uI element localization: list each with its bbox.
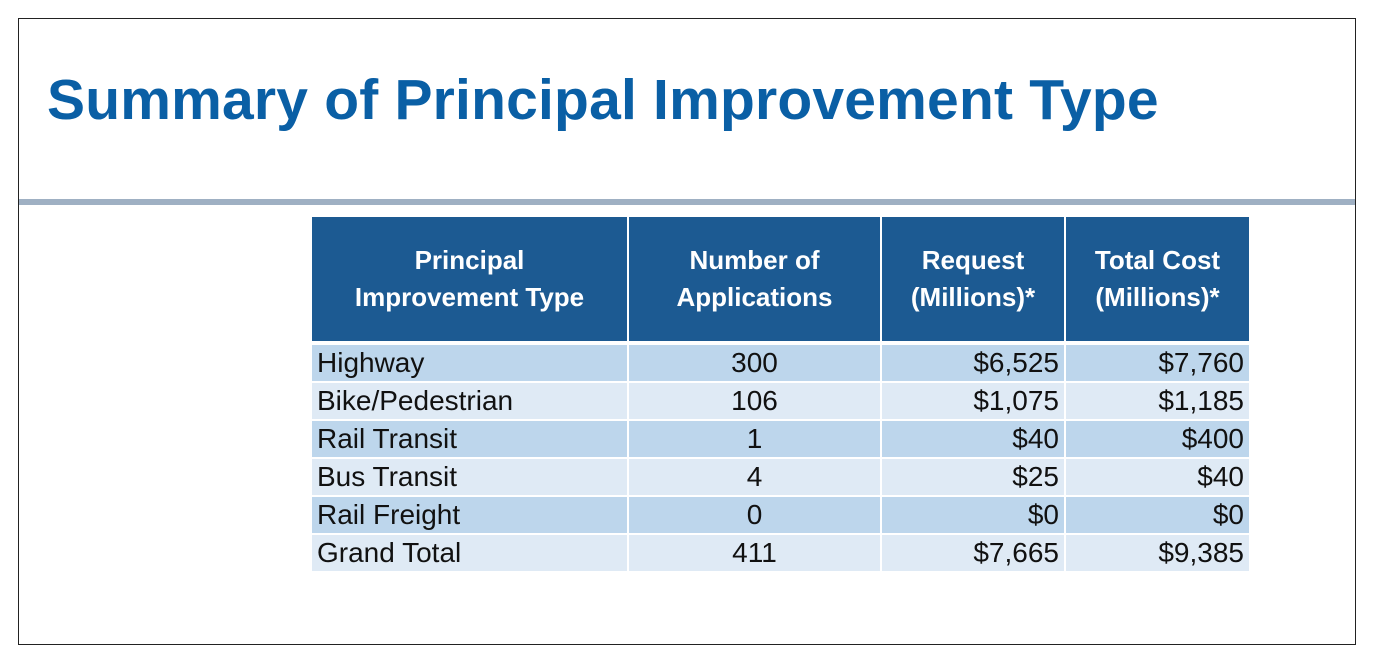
summary-table xyxy=(312,217,1249,573)
header-line: Total Cost xyxy=(1094,245,1221,275)
header-line: Request xyxy=(921,245,1025,275)
cell-request: $40 xyxy=(881,420,1065,458)
header-applications xyxy=(628,217,881,343)
cell-applications: 300 xyxy=(628,343,881,382)
cell-total-cost: $40 xyxy=(1065,458,1249,496)
header-total-cost xyxy=(1065,217,1249,343)
header-line: Principal xyxy=(414,245,525,275)
cell-total-cost: $7,760 xyxy=(1065,343,1249,382)
cell-total-cost: $400 xyxy=(1065,420,1249,458)
cell-request: $25 xyxy=(881,458,1065,496)
table-row xyxy=(312,382,1249,420)
header-line: (Millions)* xyxy=(1095,282,1220,312)
cell-type: Bike/Pedestrian xyxy=(312,382,628,420)
header-line: Improvement Type xyxy=(354,282,585,312)
cell-total-cost: $9,385 xyxy=(1065,534,1249,572)
cell-request: $6,525 xyxy=(881,343,1065,382)
cell-request: $7,665 xyxy=(881,534,1065,572)
slide xyxy=(18,18,1356,645)
cell-total-cost: $0 xyxy=(1065,496,1249,534)
cell-applications: 106 xyxy=(628,382,881,420)
table-row xyxy=(312,496,1249,534)
cell-request: $1,075 xyxy=(881,382,1065,420)
cell-type: Rail Freight xyxy=(312,496,628,534)
cell-applications: 4 xyxy=(628,458,881,496)
header-improvement-type xyxy=(312,217,628,343)
table-row xyxy=(312,458,1249,496)
header-line: (Millions)* xyxy=(910,282,1036,312)
cell-total-cost: $1,185 xyxy=(1065,382,1249,420)
cell-type: Grand Total xyxy=(312,534,628,572)
cell-type: Bus Transit xyxy=(312,458,628,496)
header-line: Number of xyxy=(689,245,820,275)
title-divider xyxy=(19,199,1355,205)
cell-type: Rail Transit xyxy=(312,420,628,458)
header-row xyxy=(312,217,1249,343)
table-row xyxy=(312,343,1249,382)
cell-type: Highway xyxy=(312,343,628,382)
cell-request: $0 xyxy=(881,496,1065,534)
header-request xyxy=(881,217,1065,343)
cell-applications: 1 xyxy=(628,420,881,458)
cell-applications: 0 xyxy=(628,496,881,534)
header-line: Applications xyxy=(676,282,833,312)
cell-applications: 411 xyxy=(628,534,881,572)
table-row xyxy=(312,420,1249,458)
table-row-grand-total xyxy=(312,534,1249,572)
slide-title: Summary of Principal Improvement Type xyxy=(47,68,1159,132)
